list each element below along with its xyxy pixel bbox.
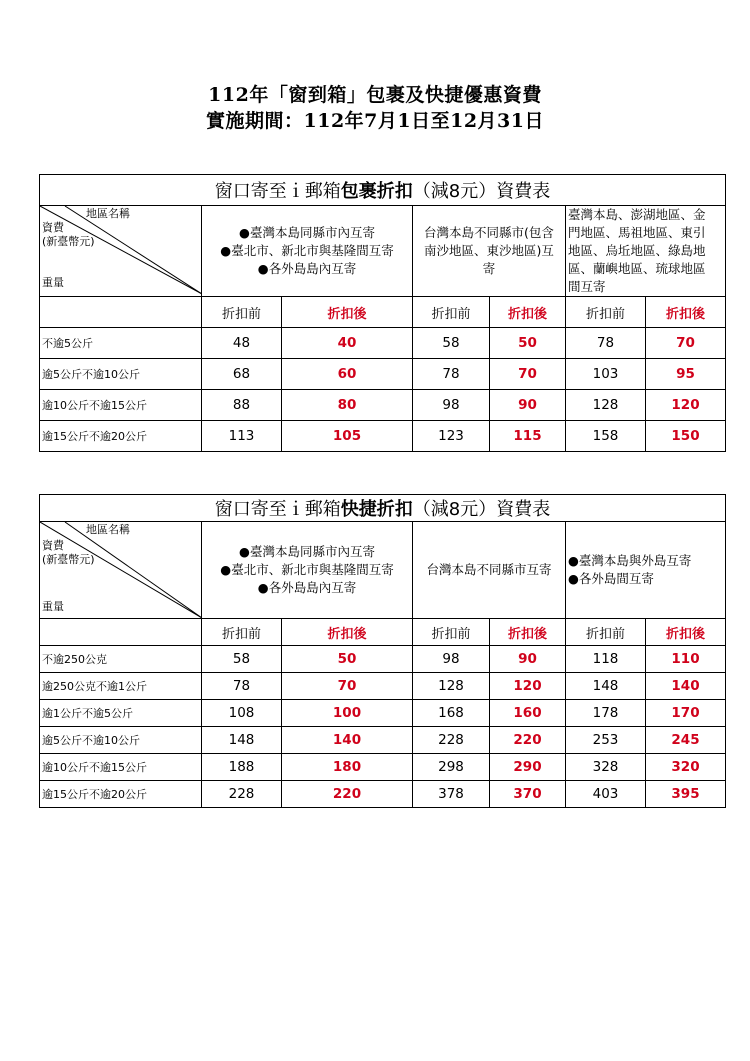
table-row — [40, 727, 726, 754]
price-after: 395 — [646, 781, 726, 808]
price-after: 160 — [490, 700, 566, 727]
price-after: 115 — [490, 421, 566, 452]
price-after: 70 — [282, 673, 413, 700]
col-before-discount: 折扣前 — [202, 619, 282, 646]
currency-label: (新臺幣元) — [42, 235, 95, 248]
price-after: 220 — [490, 727, 566, 754]
table-row — [40, 673, 726, 700]
weight-cell: 逾15公斤不逾20公斤 — [40, 421, 202, 452]
price-before: 178 — [566, 700, 646, 727]
price-after: 110 — [646, 646, 726, 673]
price-after: 70 — [646, 328, 726, 359]
price-before: 108 — [202, 700, 282, 727]
weight-cell: 逾10公斤不逾15公斤 — [40, 390, 202, 421]
price-before: 98 — [413, 646, 490, 673]
page-title: 112年「窗到箱」包裹及快捷優惠資費 — [208, 84, 542, 106]
weight-cell: 逾5公斤不逾10公斤 — [40, 727, 202, 754]
price-before: 403 — [566, 781, 646, 808]
table-row — [40, 421, 726, 452]
price-after: 170 — [646, 700, 726, 727]
price-before: 228 — [413, 727, 490, 754]
price-after: 120 — [490, 673, 566, 700]
price-after: 140 — [282, 727, 413, 754]
price-after: 100 — [282, 700, 413, 727]
table-title: 窗口寄至ｉ郵箱包裹折扣（減8元）資費表 — [40, 175, 726, 206]
col-after-discount: 折扣後 — [490, 297, 566, 328]
price-before: 78 — [202, 673, 282, 700]
express-rate-table — [39, 494, 726, 808]
price-before: 103 — [566, 359, 646, 390]
price-after: 150 — [646, 421, 726, 452]
region-header: 臺灣本島、澎湖地區、金 門地區、馬祖地區、東引 地區、烏坵地區、綠島地 區、蘭嶼地區、琉球地區 間互寄 — [566, 206, 726, 297]
fee-label: 資費 — [42, 221, 64, 234]
col-before-discount: 折扣前 — [202, 297, 282, 328]
price-before: 118 — [566, 646, 646, 673]
price-after: 95 — [646, 359, 726, 390]
price-before: 328 — [566, 754, 646, 781]
weight-label: 重量 — [42, 600, 64, 613]
effective-period: 實施期間：112年7月1日至12月31日 — [206, 110, 544, 132]
table-row — [40, 328, 726, 359]
table-row — [40, 754, 726, 781]
price-before: 228 — [202, 781, 282, 808]
table-row — [40, 359, 726, 390]
col-after-discount: 折扣後 — [282, 619, 413, 646]
price-after: 290 — [490, 754, 566, 781]
price-after: 320 — [646, 754, 726, 781]
price-before: 148 — [566, 673, 646, 700]
price-before: 128 — [566, 390, 646, 421]
price-before: 298 — [413, 754, 490, 781]
col-before-discount: 折扣前 — [566, 297, 646, 328]
document-heading — [0, 82, 750, 134]
price-before: 148 — [202, 727, 282, 754]
price-before: 48 — [202, 328, 282, 359]
col-after-discount: 折扣後 — [490, 619, 566, 646]
weight-cell: 逾5公斤不逾10公斤 — [40, 359, 202, 390]
weight-label: 重量 — [42, 276, 64, 289]
price-before: 158 — [566, 421, 646, 452]
col-after-discount: 折扣後 — [646, 297, 726, 328]
price-before: 98 — [413, 390, 490, 421]
price-after: 60 — [282, 359, 413, 390]
diagonal-lines — [40, 522, 202, 618]
region-name-label: 地區名稱 — [86, 207, 130, 220]
col-before-discount: 折扣前 — [413, 297, 490, 328]
col-before-discount: 折扣前 — [413, 619, 490, 646]
col-before-discount: 折扣前 — [566, 619, 646, 646]
table-row — [40, 646, 726, 673]
price-before: 168 — [413, 700, 490, 727]
price-after: 140 — [646, 673, 726, 700]
price-before: 128 — [413, 673, 490, 700]
price-before: 123 — [413, 421, 490, 452]
price-after: 220 — [282, 781, 413, 808]
price-before: 78 — [413, 359, 490, 390]
price-after: 245 — [646, 727, 726, 754]
price-after: 90 — [490, 390, 566, 421]
col-after-discount: 折扣後 — [282, 297, 413, 328]
weight-cell: 逾15公斤不逾20公斤 — [40, 781, 202, 808]
price-before: 113 — [202, 421, 282, 452]
weight-cell: 逾250公克不逾1公斤 — [40, 673, 202, 700]
price-after: 70 — [490, 359, 566, 390]
region-header: ●臺灣本島與外島互寄 ●各外島間互寄 — [566, 522, 726, 619]
col-after-discount: 折扣後 — [646, 619, 726, 646]
table-row — [40, 700, 726, 727]
price-before: 378 — [413, 781, 490, 808]
price-before: 58 — [202, 646, 282, 673]
region-name-label: 地區名稱 — [86, 523, 130, 536]
weight-cell: 不逾250公克 — [40, 646, 202, 673]
table-title: 窗口寄至ｉ郵箱快捷折扣（減8元）資費表 — [40, 495, 726, 522]
region-header: ●臺灣本島同縣市內互寄 ●臺北市、新北市與基隆間互寄 ●各外島島內互寄 — [202, 206, 413, 297]
region-header: ●臺灣本島同縣市內互寄 ●臺北市、新北市與基隆間互寄 ●各外島島內互寄 — [202, 522, 413, 619]
price-after: 105 — [282, 421, 413, 452]
price-after: 180 — [282, 754, 413, 781]
table-row — [40, 781, 726, 808]
price-before: 68 — [202, 359, 282, 390]
price-after: 40 — [282, 328, 413, 359]
price-after: 50 — [490, 328, 566, 359]
weight-cell: 不逾5公斤 — [40, 328, 202, 359]
price-before: 78 — [566, 328, 646, 359]
price-before: 88 — [202, 390, 282, 421]
price-before: 58 — [413, 328, 490, 359]
price-after: 90 — [490, 646, 566, 673]
region-header: 台灣本島不同縣市互寄 — [413, 522, 566, 619]
weight-cell: 逾10公斤不逾15公斤 — [40, 754, 202, 781]
price-before: 253 — [566, 727, 646, 754]
price-after: 370 — [490, 781, 566, 808]
fee-label: 資費 — [42, 539, 64, 552]
currency-label: (新臺幣元) — [42, 553, 95, 566]
price-before: 188 — [202, 754, 282, 781]
region-header: 台灣本島不同縣市(包含 南沙地區、東沙地區)互 寄 — [413, 206, 566, 297]
table-row — [40, 390, 726, 421]
price-after: 80 — [282, 390, 413, 421]
corner-header-cell — [40, 522, 202, 619]
price-after: 120 — [646, 390, 726, 421]
parcel-rate-table — [39, 174, 726, 452]
weight-cell: 逾1公斤不逾5公斤 — [40, 700, 202, 727]
price-after: 50 — [282, 646, 413, 673]
corner-header-cell — [40, 206, 202, 297]
